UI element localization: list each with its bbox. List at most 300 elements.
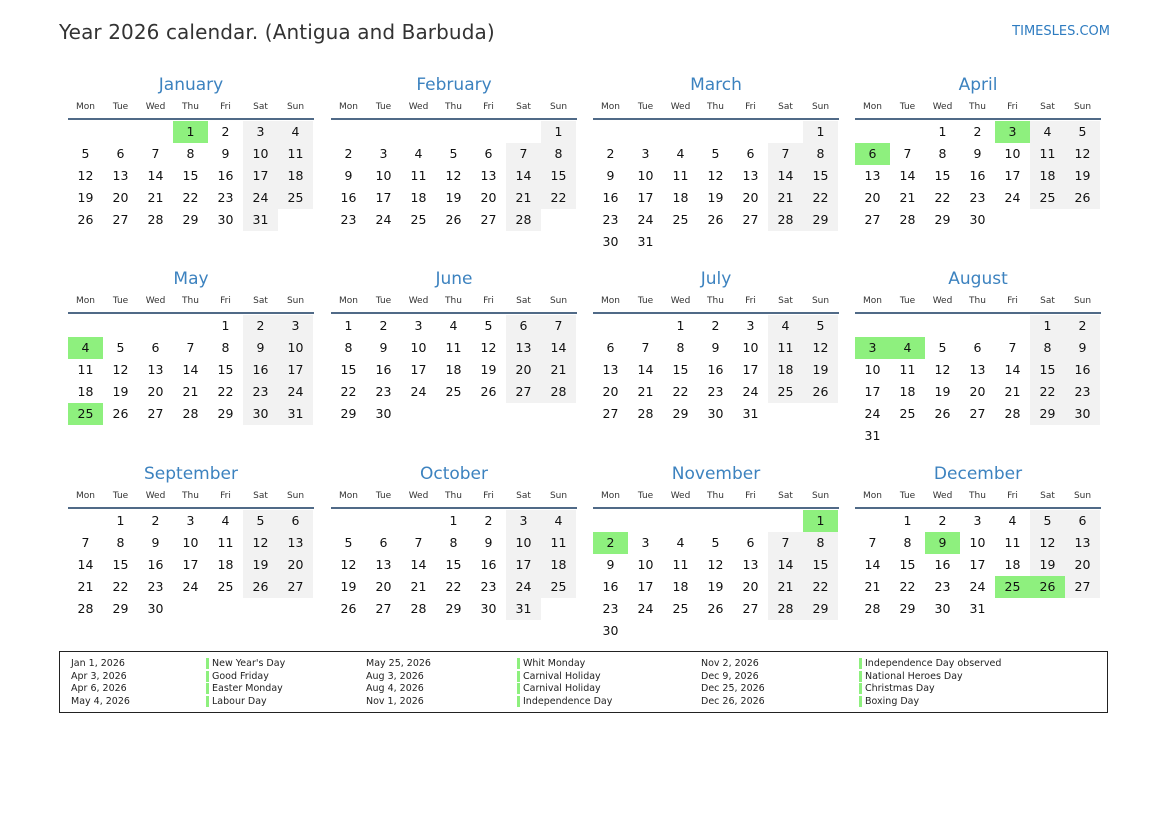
day-cell: 20 xyxy=(480,190,497,205)
day-cell: 18 xyxy=(899,384,916,399)
month-title: January xyxy=(158,75,224,95)
day-cell: 1 xyxy=(541,121,576,143)
day-cell: 24 xyxy=(637,212,654,227)
weekday-header xyxy=(68,96,314,120)
weekday-header xyxy=(855,290,1101,314)
day-cell: 2 xyxy=(379,318,388,333)
month-title: November xyxy=(671,464,761,484)
day-cell: 1 xyxy=(803,121,838,143)
legend-holiday-label: Labour Day xyxy=(212,695,267,707)
day-cell: 3 xyxy=(278,315,313,337)
day-cell: 19 xyxy=(480,362,497,377)
empty-cell xyxy=(593,121,628,143)
day-cell: 19 xyxy=(803,359,838,381)
day-cell: 11 xyxy=(541,532,576,554)
weekday-label: Mon xyxy=(76,102,95,112)
day-cell: 14 xyxy=(541,337,576,359)
day-cell: 24 xyxy=(637,601,654,616)
empty-cell xyxy=(366,121,401,143)
day-cell: 21 xyxy=(506,187,541,209)
weekday-label: Mon xyxy=(339,296,358,306)
day-cell: 17 xyxy=(506,554,541,576)
day-cell: 22 xyxy=(899,579,916,594)
day-cell: 28 xyxy=(1004,406,1021,421)
day-cell: 7 xyxy=(414,535,423,550)
day-cell: 13 xyxy=(969,362,986,377)
weekday-label: Thu xyxy=(182,296,199,306)
day-cell: 18 xyxy=(445,362,462,377)
holiday-color-marker xyxy=(517,658,520,669)
holiday-color-marker xyxy=(206,696,209,707)
day-cell: 13 xyxy=(375,557,392,572)
day-cell: 2 xyxy=(973,124,982,139)
day-cell: 31 xyxy=(969,601,986,616)
day-cell: 7 xyxy=(506,143,541,165)
day-cell: 27 xyxy=(969,406,986,421)
day-cell: 8 xyxy=(803,532,838,554)
empty-cell xyxy=(401,510,436,532)
weekday-label: Sat xyxy=(253,102,268,112)
weekday-label: Fri xyxy=(483,102,494,112)
day-cell: 17 xyxy=(864,384,881,399)
day-cell: 4 xyxy=(221,513,230,528)
weekday-label: Mon xyxy=(601,296,620,306)
day-cell: 22 xyxy=(803,576,838,598)
legend-date: Nov 1, 2026 xyxy=(366,695,424,707)
day-cell: 5 xyxy=(484,318,493,333)
day-cell: 11 xyxy=(672,557,689,572)
day-cell: 7 xyxy=(186,340,195,355)
holiday-color-marker xyxy=(517,683,520,694)
holiday-color-marker xyxy=(206,671,209,682)
day-cell: 21 xyxy=(1004,384,1021,399)
month-title: March xyxy=(690,75,742,95)
legend-holiday-label: Independence Day xyxy=(523,695,613,707)
weekday-label: Wed xyxy=(145,296,166,306)
day-cell: 21 xyxy=(899,190,916,205)
weekday-label: Thu xyxy=(445,296,462,306)
day-cell: 27 xyxy=(506,381,541,403)
month-title: August xyxy=(948,269,1008,289)
day-cell: 1 xyxy=(221,318,230,333)
day-cell: 13 xyxy=(742,557,759,572)
day-cell: 7 xyxy=(81,535,90,550)
day-cell: 29 xyxy=(1030,403,1065,425)
weekday-label: Wed xyxy=(145,491,166,501)
day-cell: 9 xyxy=(151,535,160,550)
empty-cell xyxy=(593,315,628,337)
day-grid xyxy=(331,315,577,425)
weekday-label: Tue xyxy=(112,102,129,112)
weekday-label: Sun xyxy=(1073,491,1092,501)
day-cell: 15 xyxy=(803,165,838,187)
day-cell: 8 xyxy=(676,340,685,355)
day-cell: 6 xyxy=(116,146,125,161)
day-cell: 2 xyxy=(1065,315,1100,337)
legend-holiday-name xyxy=(206,695,267,708)
day-cell: 21 xyxy=(77,579,94,594)
day-cell: 2 xyxy=(151,513,160,528)
day-cell: 13 xyxy=(742,168,759,183)
day-cell: 12 xyxy=(803,337,838,359)
weekday-label: Fri xyxy=(745,491,756,501)
day-cell: 19 xyxy=(707,190,724,205)
day-cell: 31 xyxy=(278,403,313,425)
weekday-header xyxy=(68,290,314,314)
day-cell: 13 xyxy=(112,168,129,183)
day-cell: 18 xyxy=(541,554,576,576)
holiday-color-marker xyxy=(517,696,520,707)
day-grid xyxy=(68,510,314,620)
empty-cell xyxy=(103,315,138,337)
weekday-label: Wed xyxy=(145,102,166,112)
day-cell: 5 xyxy=(1065,121,1100,143)
day-cell: 5 xyxy=(938,340,947,355)
day-cell: 16 xyxy=(934,557,951,572)
day-cell: 5 xyxy=(711,146,720,161)
day-cell: 19 xyxy=(1030,554,1065,576)
day-cell: 24 xyxy=(1004,190,1021,205)
day-cell: 19 xyxy=(243,554,278,576)
day-cell: 20 xyxy=(969,384,986,399)
weekday-header xyxy=(855,96,1101,120)
day-cell: 13 xyxy=(1065,532,1100,554)
weekday-label: Fri xyxy=(220,102,231,112)
empty-cell xyxy=(138,121,173,143)
weekday-label: Tue xyxy=(375,491,392,501)
empty-cell xyxy=(628,315,663,337)
day-cell: 1 xyxy=(903,513,912,528)
day-cell: 28 xyxy=(864,601,881,616)
day-cell: 2 xyxy=(938,513,947,528)
day-cell: 22 xyxy=(934,190,951,205)
holiday-day-cell: 25 xyxy=(68,403,103,425)
day-cell: 8 xyxy=(903,535,912,550)
day-cell: 14 xyxy=(637,362,654,377)
day-cell: 31 xyxy=(742,406,759,421)
day-cell: 23 xyxy=(375,384,392,399)
day-cell: 14 xyxy=(410,557,427,572)
day-cell: 30 xyxy=(243,403,278,425)
weekday-header xyxy=(593,485,839,509)
weekday-header xyxy=(68,485,314,509)
day-cell: 24 xyxy=(375,212,392,227)
day-cell: 29 xyxy=(217,406,234,421)
day-cell: 6 xyxy=(379,535,388,550)
legend-holiday-label: Good Friday xyxy=(212,670,269,682)
day-cell: 27 xyxy=(278,576,313,598)
day-cell: 10 xyxy=(375,168,392,183)
holiday-day-cell: 4 xyxy=(68,337,103,359)
day-cell: 5 xyxy=(803,315,838,337)
empty-cell xyxy=(768,510,803,532)
day-cell: 8 xyxy=(116,535,125,550)
day-cell: 7 xyxy=(541,315,576,337)
month-september xyxy=(68,463,314,620)
day-cell: 21 xyxy=(147,190,164,205)
month-april xyxy=(855,74,1101,231)
day-cell: 10 xyxy=(278,337,313,359)
day-cell: 17 xyxy=(969,557,986,572)
month-march xyxy=(593,74,839,253)
day-cell: 20 xyxy=(147,384,164,399)
day-cell: 26 xyxy=(112,406,129,421)
empty-cell xyxy=(331,121,366,143)
legend-holiday-label: Carnival Holiday xyxy=(523,683,601,695)
day-cell: 27 xyxy=(742,601,759,616)
day-cell: 27 xyxy=(864,212,881,227)
day-cell: 9 xyxy=(379,340,388,355)
day-cell: 6 xyxy=(973,340,982,355)
day-cell: 15 xyxy=(182,168,199,183)
weekday-label: Fri xyxy=(745,296,756,306)
day-cell: 1 xyxy=(676,318,685,333)
day-cell: 8 xyxy=(449,535,458,550)
day-cell: 27 xyxy=(112,212,129,227)
day-grid xyxy=(855,510,1101,620)
weekday-label: Sun xyxy=(1073,296,1092,306)
day-cell: 17 xyxy=(243,165,278,187)
day-cell: 7 xyxy=(1008,340,1017,355)
legend-holiday-name xyxy=(859,670,963,683)
day-cell: 11 xyxy=(410,168,427,183)
day-cell: 23 xyxy=(480,579,497,594)
holiday-day-cell: 3 xyxy=(995,121,1030,143)
day-cell: 12 xyxy=(707,557,724,572)
weekday-header xyxy=(593,96,839,120)
day-cell: 27 xyxy=(602,406,619,421)
day-cell: 18 xyxy=(77,384,94,399)
day-cell: 27 xyxy=(480,212,497,227)
weekday-label: Sun xyxy=(811,296,830,306)
day-cell: 19 xyxy=(340,579,357,594)
day-cell: 8 xyxy=(1030,337,1065,359)
month-title: September xyxy=(144,464,238,484)
day-cell: 3 xyxy=(641,146,650,161)
weekday-label: Mon xyxy=(863,102,882,112)
empty-cell xyxy=(733,121,768,143)
day-cell: 28 xyxy=(77,601,94,616)
day-cell: 2 xyxy=(711,318,720,333)
day-cell: 15 xyxy=(541,165,576,187)
day-cell: 19 xyxy=(707,579,724,594)
weekday-label: Sat xyxy=(778,102,793,112)
day-cell: 11 xyxy=(1004,535,1021,550)
day-cell: 3 xyxy=(641,535,650,550)
holiday-day-cell: 1 xyxy=(173,121,208,143)
empty-cell xyxy=(103,121,138,143)
weekday-label: Mon xyxy=(601,102,620,112)
day-cell: 18 xyxy=(410,190,427,205)
day-cell: 23 xyxy=(602,601,619,616)
day-cell: 28 xyxy=(147,212,164,227)
legend-date: Nov 2, 2026 xyxy=(701,658,759,669)
day-grid xyxy=(68,315,314,425)
day-cell: 1 xyxy=(344,318,353,333)
weekday-label: Sat xyxy=(778,491,793,501)
weekday-label: Mon xyxy=(863,296,882,306)
legend-date: Aug 3, 2026 xyxy=(366,670,424,682)
legend-holiday-name xyxy=(517,670,601,683)
day-cell: 15 xyxy=(803,554,838,576)
day-cell: 14 xyxy=(768,165,803,187)
weekday-label: Mon xyxy=(601,491,620,501)
weekday-label: Wed xyxy=(408,491,429,501)
day-cell: 7 xyxy=(768,532,803,554)
empty-cell xyxy=(855,121,890,143)
day-cell: 15 xyxy=(899,557,916,572)
day-cell: 9 xyxy=(344,168,353,183)
day-cell: 7 xyxy=(903,146,912,161)
day-cell: 26 xyxy=(340,601,357,616)
day-cell: 20 xyxy=(1065,554,1100,576)
day-cell: 2 xyxy=(243,315,278,337)
day-cell: 21 xyxy=(541,359,576,381)
day-cell: 8 xyxy=(938,146,947,161)
day-cell: 18 xyxy=(672,190,689,205)
weekday-label: Sat xyxy=(253,491,268,501)
legend-holiday-name xyxy=(517,695,612,708)
day-cell: 17 xyxy=(742,362,759,377)
day-cell: 12 xyxy=(480,340,497,355)
day-cell: 12 xyxy=(445,168,462,183)
weekday-label: Thu xyxy=(707,296,724,306)
day-cell: 17 xyxy=(182,557,199,572)
day-cell: 12 xyxy=(243,532,278,554)
day-cell: 18 xyxy=(278,165,313,187)
day-cell: 26 xyxy=(77,212,94,227)
day-cell: 12 xyxy=(77,168,94,183)
day-cell: 16 xyxy=(375,362,392,377)
legend-date: Aug 4, 2026 xyxy=(366,683,424,695)
day-cell: 20 xyxy=(375,579,392,594)
day-cell: 18 xyxy=(672,579,689,594)
day-cell: 25 xyxy=(410,212,427,227)
day-cell: 20 xyxy=(602,384,619,399)
day-cell: 14 xyxy=(1004,362,1021,377)
day-grid xyxy=(855,315,1101,447)
day-cell: 25 xyxy=(899,406,916,421)
day-cell: 23 xyxy=(1065,381,1100,403)
legend-date: Dec 26, 2026 xyxy=(701,695,765,707)
day-cell: 24 xyxy=(506,576,541,598)
day-cell: 10 xyxy=(969,535,986,550)
weekday-label: Sun xyxy=(549,296,568,306)
day-cell: 31 xyxy=(637,234,654,249)
holiday-color-marker xyxy=(859,696,862,707)
weekday-label: Sun xyxy=(549,491,568,501)
day-cell: 26 xyxy=(1065,187,1100,209)
day-cell: 18 xyxy=(217,557,234,572)
legend-holiday-label: Boxing Day xyxy=(865,695,920,707)
day-cell: 16 xyxy=(147,557,164,572)
day-cell: 21 xyxy=(637,384,654,399)
day-cell: 27 xyxy=(1065,576,1100,598)
day-cell: 11 xyxy=(445,340,462,355)
day-cell: 3 xyxy=(506,510,541,532)
day-cell: 19 xyxy=(934,384,951,399)
day-cell: 21 xyxy=(182,384,199,399)
month-title: December xyxy=(933,464,1023,484)
day-cell: 10 xyxy=(410,340,427,355)
day-cell: 29 xyxy=(112,601,129,616)
empty-cell xyxy=(471,121,506,143)
day-cell: 22 xyxy=(112,579,129,594)
day-grid xyxy=(68,121,314,231)
day-cell: 23 xyxy=(969,190,986,205)
day-cell: 14 xyxy=(182,362,199,377)
day-cell: 10 xyxy=(742,340,759,355)
day-cell: 15 xyxy=(112,557,129,572)
weekday-header xyxy=(593,290,839,314)
day-cell: 16 xyxy=(969,168,986,183)
day-cell: 28 xyxy=(506,209,541,231)
weekday-label: Sat xyxy=(778,296,793,306)
day-cell: 23 xyxy=(243,381,278,403)
weekday-label: Wed xyxy=(670,102,691,112)
day-cell: 3 xyxy=(186,513,195,528)
day-cell: 24 xyxy=(864,406,881,421)
day-cell: 28 xyxy=(768,209,803,231)
day-cell: 4 xyxy=(1030,121,1065,143)
day-cell: 22 xyxy=(541,187,576,209)
holiday-color-marker xyxy=(859,671,862,682)
day-cell: 13 xyxy=(147,362,164,377)
month-title: June xyxy=(435,269,473,289)
day-cell: 10 xyxy=(506,532,541,554)
day-cell: 25 xyxy=(217,579,234,594)
empty-cell xyxy=(331,510,366,532)
day-cell: 6 xyxy=(746,535,755,550)
empty-cell xyxy=(68,510,103,532)
day-grid xyxy=(331,121,577,231)
day-cell: 19 xyxy=(77,190,94,205)
empty-cell xyxy=(628,510,663,532)
month-december xyxy=(855,463,1101,620)
day-cell: 20 xyxy=(506,359,541,381)
day-cell: 11 xyxy=(768,337,803,359)
day-cell: 25 xyxy=(541,576,576,598)
day-cell: 27 xyxy=(147,406,164,421)
month-title: July xyxy=(700,269,732,289)
weekday-label: Mon xyxy=(76,296,95,306)
holiday-day-cell: 9 xyxy=(925,532,960,554)
day-cell: 20 xyxy=(864,190,881,205)
day-cell: 24 xyxy=(278,381,313,403)
day-cell: 9 xyxy=(221,146,230,161)
day-cell: 9 xyxy=(606,168,615,183)
day-cell: 25 xyxy=(768,381,803,403)
day-cell: 16 xyxy=(1065,359,1100,381)
day-cell: 15 xyxy=(445,557,462,572)
day-cell: 9 xyxy=(243,337,278,359)
empty-cell xyxy=(436,121,471,143)
empty-cell xyxy=(925,315,960,337)
day-cell: 4 xyxy=(676,146,685,161)
empty-cell xyxy=(506,121,541,143)
day-cell: 29 xyxy=(672,406,689,421)
holiday-day-cell: 25 xyxy=(995,576,1030,598)
weekday-label: Thu xyxy=(182,102,199,112)
day-cell: 21 xyxy=(410,579,427,594)
day-cell: 16 xyxy=(602,190,619,205)
day-cell: 13 xyxy=(506,337,541,359)
day-cell: 14 xyxy=(147,168,164,183)
day-cell: 10 xyxy=(1004,146,1021,161)
weekday-label: Tue xyxy=(637,102,654,112)
site-link[interactable]: TIMESLES.COM xyxy=(1012,24,1110,39)
weekday-label: Thu xyxy=(969,102,986,112)
